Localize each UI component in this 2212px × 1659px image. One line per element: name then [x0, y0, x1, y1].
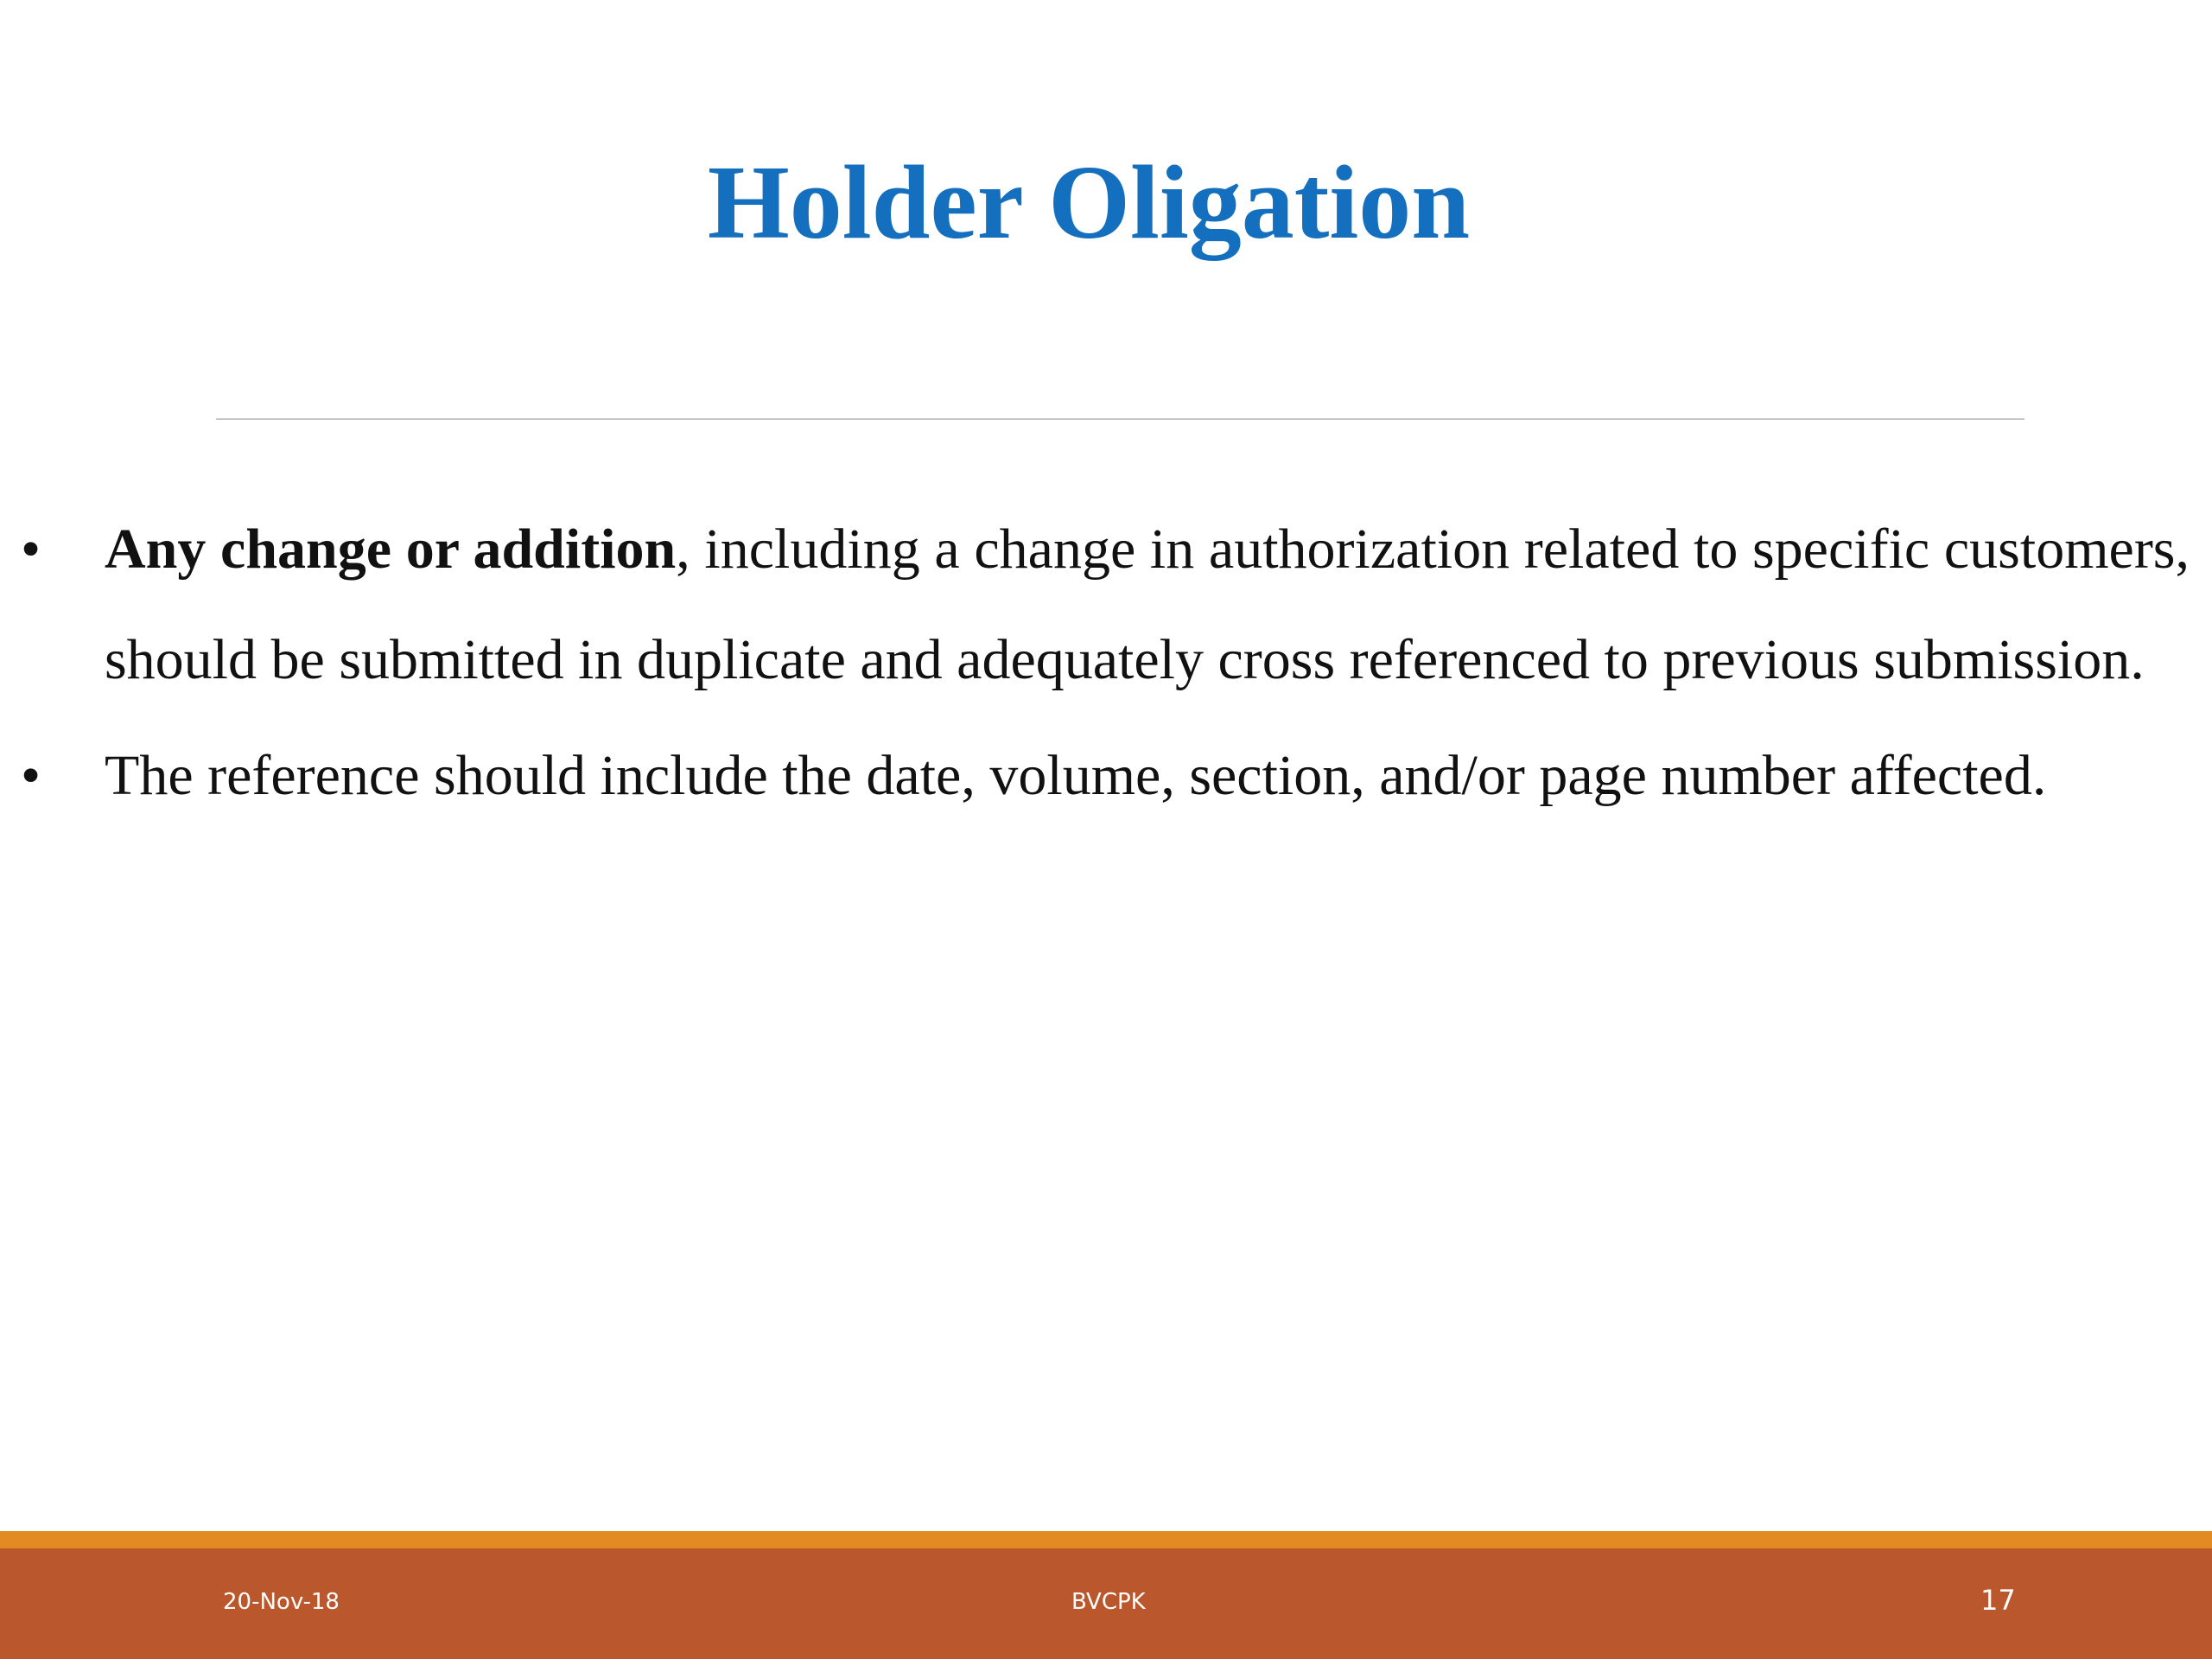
bullet-dot-icon: • [21, 518, 41, 581]
footer-date: 20-Nov-18 [223, 1589, 340, 1615]
bullet-bold-lead: Any change or addition [105, 518, 677, 581]
slide-title: Holder Oligation [707, 144, 1471, 261]
footer-bar [0, 1548, 2212, 1659]
bullet-text: , including a change in authorization related to specific customers, should be submitted in duplicate and adequately cross referenced to previous submission. [105, 518, 2190, 691]
footer-page-number: 17 [1980, 1584, 2016, 1617]
footer-organization: BVCPK [1071, 1589, 1146, 1615]
bullet-dot-icon: • [21, 744, 41, 807]
slide-content [0, 494, 2212, 819]
bullet-text: The reference should include the date, volume, section, and/or page number affected. [105, 744, 2047, 807]
bullet-item [0, 733, 2190, 819]
bullet-item [0, 494, 2190, 715]
title-divider [216, 418, 2024, 420]
footer-accent-stripe [0, 1531, 2212, 1548]
